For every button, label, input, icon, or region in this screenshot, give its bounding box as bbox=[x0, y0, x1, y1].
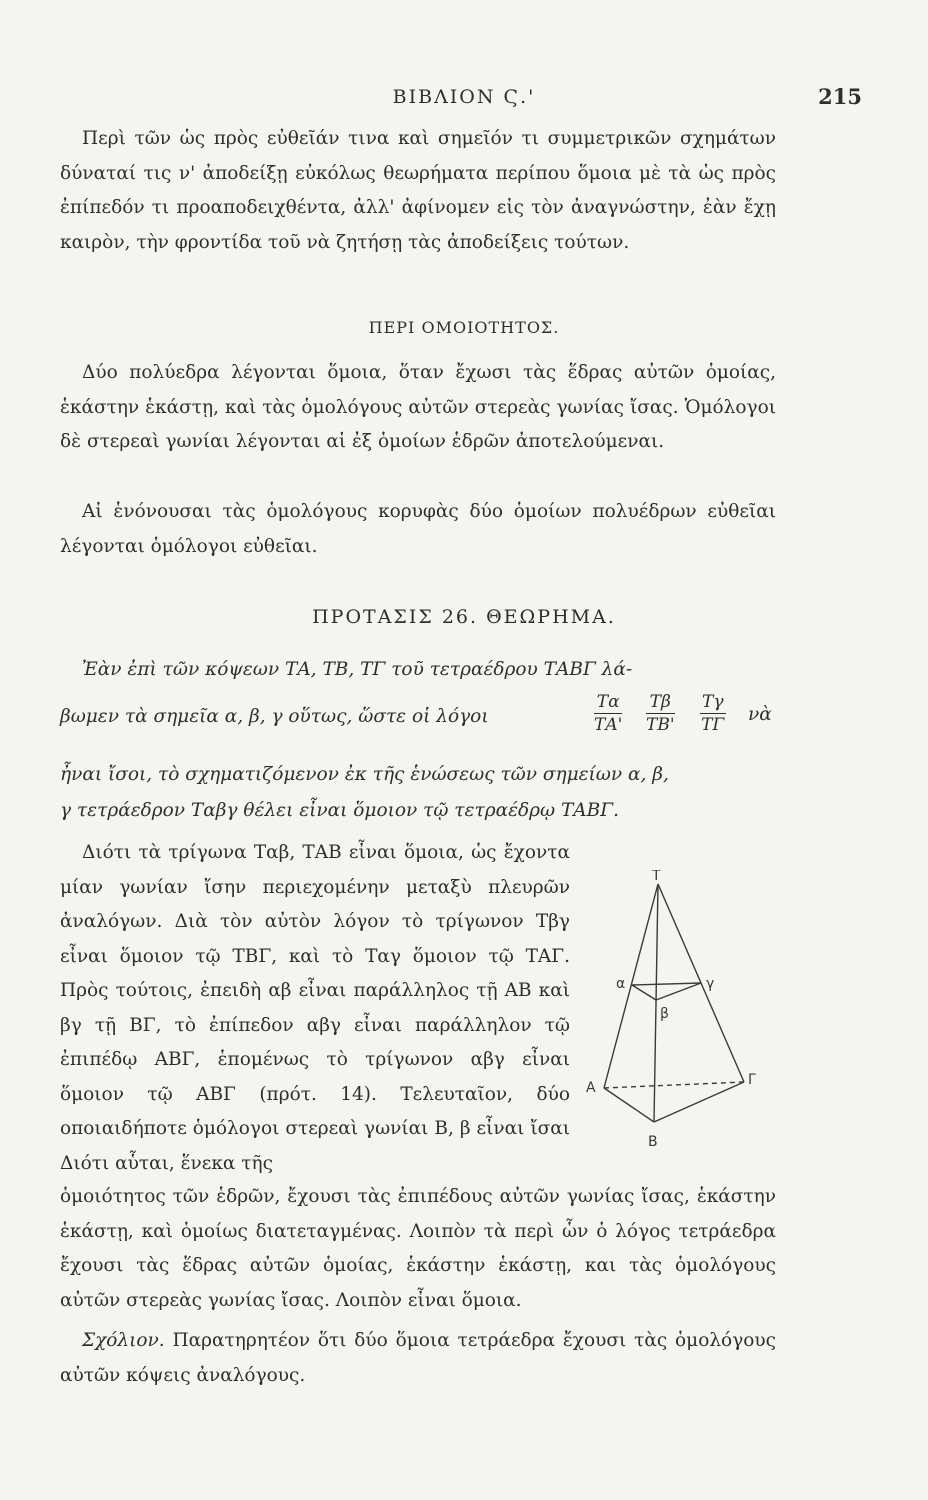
theorem-line-4: γ τετράεδρον Ταβγ θέλει εἶναι ὅμοιον τῷ τετραέδρῳ ΤΑΒΓ. bbox=[60, 800, 619, 821]
ratio-fraction-1 bbox=[594, 692, 622, 735]
theorem-line-2: βωμεν τὰ σημεῖα α, β, γ οὕτως, ὥστε οἱ λόγοι bbox=[60, 706, 489, 727]
ratio-fraction-2 bbox=[646, 692, 675, 735]
label-beta: β bbox=[660, 1006, 669, 1022]
edge-ag bbox=[632, 983, 701, 985]
ratio-3-denominator: ΤΓ bbox=[701, 715, 725, 735]
proof-continued: ὁμοιότητος τῶν ἑδρῶν, ἔχουσι τὰς ἐπιπέδους αὐτῶν γωνίας ἴσας, ἑκάστην ἑκάστῃ, καὶ ὁμοίως διατεταγμένας. Λοιπὸν τὰ περὶ ὧν ὁ λόγος τετράεδρα ἔχουσι τὰς ἕδρας αὐτῶν ὁμοίας, ἑκάστην ἑκάστῃ, και τὰς ὁμολόγους αὐτῶν στερεὰς γωνίας ἴσας. Λοιπὸν εἶναι ὅμοια. bbox=[60, 1186, 776, 1311]
intro-paragraph: Περὶ τῶν ὡς πρὸς εὐθεῖάν τινα καὶ σημεῖόν τι συμμετρικῶν σχημάτων δύναταί τις ν' ἀποδείξῃ εὐκόλως θεωρήματα περίπου ὅμοια μὲ τὰ ὡς πρὸς ἐπίπεδόν τι προαποδειχθέντα, ἀλλ' ἀφίνομεν εἰς τὸν ἀναγνώστην, ἐὰν ἔχῃ καιρὸν, τὴν φροντίδα τοῦ νὰ ζητήσῃ τὰς ἀποδείξεις τούτων. bbox=[60, 128, 776, 253]
edge-AG-hidden bbox=[604, 1082, 744, 1088]
section-title: ΠΕΡΙ ΟΜΟΙΟΤΗΤΟΣ. bbox=[368, 318, 560, 337]
edge-bg bbox=[656, 983, 701, 1000]
page-header bbox=[0, 82, 928, 112]
page-number: 215 bbox=[818, 84, 862, 109]
ratio-1-denominator: ΤΑ' bbox=[594, 715, 623, 735]
ratio-3-numerator: Τγ bbox=[702, 692, 724, 712]
tetrahedron-diagram bbox=[576, 870, 776, 1160]
edge-ab bbox=[632, 985, 656, 1000]
ratio-fraction-3 bbox=[700, 692, 726, 735]
label-T: T bbox=[652, 870, 661, 884]
ratio-2-numerator: Τβ bbox=[646, 692, 675, 714]
tetrahedron-figure bbox=[576, 870, 776, 1160]
edge-AB bbox=[604, 1088, 654, 1122]
theorem-line-2-end: νὰ bbox=[748, 704, 772, 725]
edge-BG bbox=[654, 1082, 744, 1122]
edge-TB bbox=[654, 884, 658, 1122]
theorem-line-1: Ἐὰν ἐπὶ τῶν κόψεων ΤΑ, ΤΒ, ΤΓ τοῦ τετραέδρου ΤΑΒΓ λά- bbox=[82, 659, 633, 680]
scholium-label: Σχόλιον. bbox=[82, 1330, 165, 1351]
scholium-text: Παρατηρητέον ὅτι δύο ὅμοια τετράεδρα ἔχουσι τὰς ὁμολόγους αὐτῶν κόψεις ἀναλόγους. bbox=[60, 1330, 776, 1386]
proof-column: Διότι τὰ τρίγωνα Ταβ, ΤΑΒ εἶναι ὅμοια, ὡς ἔχοντα μίαν γωνίαν ἴσην περιεχομένην μεταξὺ πλευρῶν ἀναλόγων. Διὰ τὸν αὐτὸν λόγον τὸ τρίγωνον Τβγ εἶναι ὅμοιον τῷ ΤΒΓ, καὶ τὸ Ταγ ὅμοιον τῷ ΤΑΓ. Πρὸς τούτοις, ἐπειδὴ αβ εἶναι παράλληλος τῇ ΑΒ καὶ βγ τῇ ΒΓ, τὸ ἐπίπεδον αβγ εἶναι παράλληλον τῷ ἐπιπέδῳ ΑΒΓ, ἑπομένως τὸ τρίγωνον αβγ εἶναι ὅμοιον τῷ ΑΒΓ (πρότ. 14). Τελευταῖον, δύο οποιαιδήποτε ὁμόλογοι στερεαὶ γωνίαι Β, β εἶναι ἴσαι Διότι αὗται, ἕνεκα τῆς bbox=[60, 842, 570, 1174]
theorem-line-3: ἦναι ἴσοι, τὸ σχηματιζόμενον ἐκ τῆς ἑνώσεως τῶν σημείων α, β, bbox=[60, 764, 669, 785]
running-title: ΒΙΒΛΙΟΝ Ϛ.' bbox=[392, 86, 536, 108]
edge-TA bbox=[604, 884, 658, 1088]
definition-similar-polyhedra: Δύο πολύεδρα λέγονται ὅμοια, ὅταν ἔχωσι τὰς ἕδρας αὐτῶν ὁμοίας, ἑκάστην ἑκάστῃ, καὶ τὰς ὁμολόγους αὐτῶν στερεὰς γωνίας ἴσας. Ὁμόλογοι δὲ στερεαὶ γωνίαι λέγονται αἱ ἐξ ὁμοίων ἑδρῶν ἀποτελούμεναι. bbox=[60, 362, 776, 452]
scholium bbox=[60, 1324, 776, 1393]
proposition-title: ΠΡΟΤΑΣΙΣ 26. ΘΕΩΡΗΜΑ. bbox=[312, 606, 616, 628]
label-G: Γ bbox=[748, 1072, 756, 1088]
label-A: A bbox=[586, 1080, 596, 1096]
ratio-2-denominator: ΤΒ' bbox=[646, 715, 675, 735]
ratio-1-numerator: Τα bbox=[594, 692, 622, 714]
definition-homologous-lines: Αἱ ἑνόνουσαι τὰς ὁμολόγους κορυφὰς δύο ὁμοίων πολυέδρων εὐθεῖαι λέγονται ὁμόλογοι εὐθεῖαι. bbox=[60, 501, 776, 557]
label-gamma: γ bbox=[706, 976, 715, 992]
label-B: B bbox=[648, 1134, 658, 1150]
label-alpha: α bbox=[616, 976, 626, 992]
